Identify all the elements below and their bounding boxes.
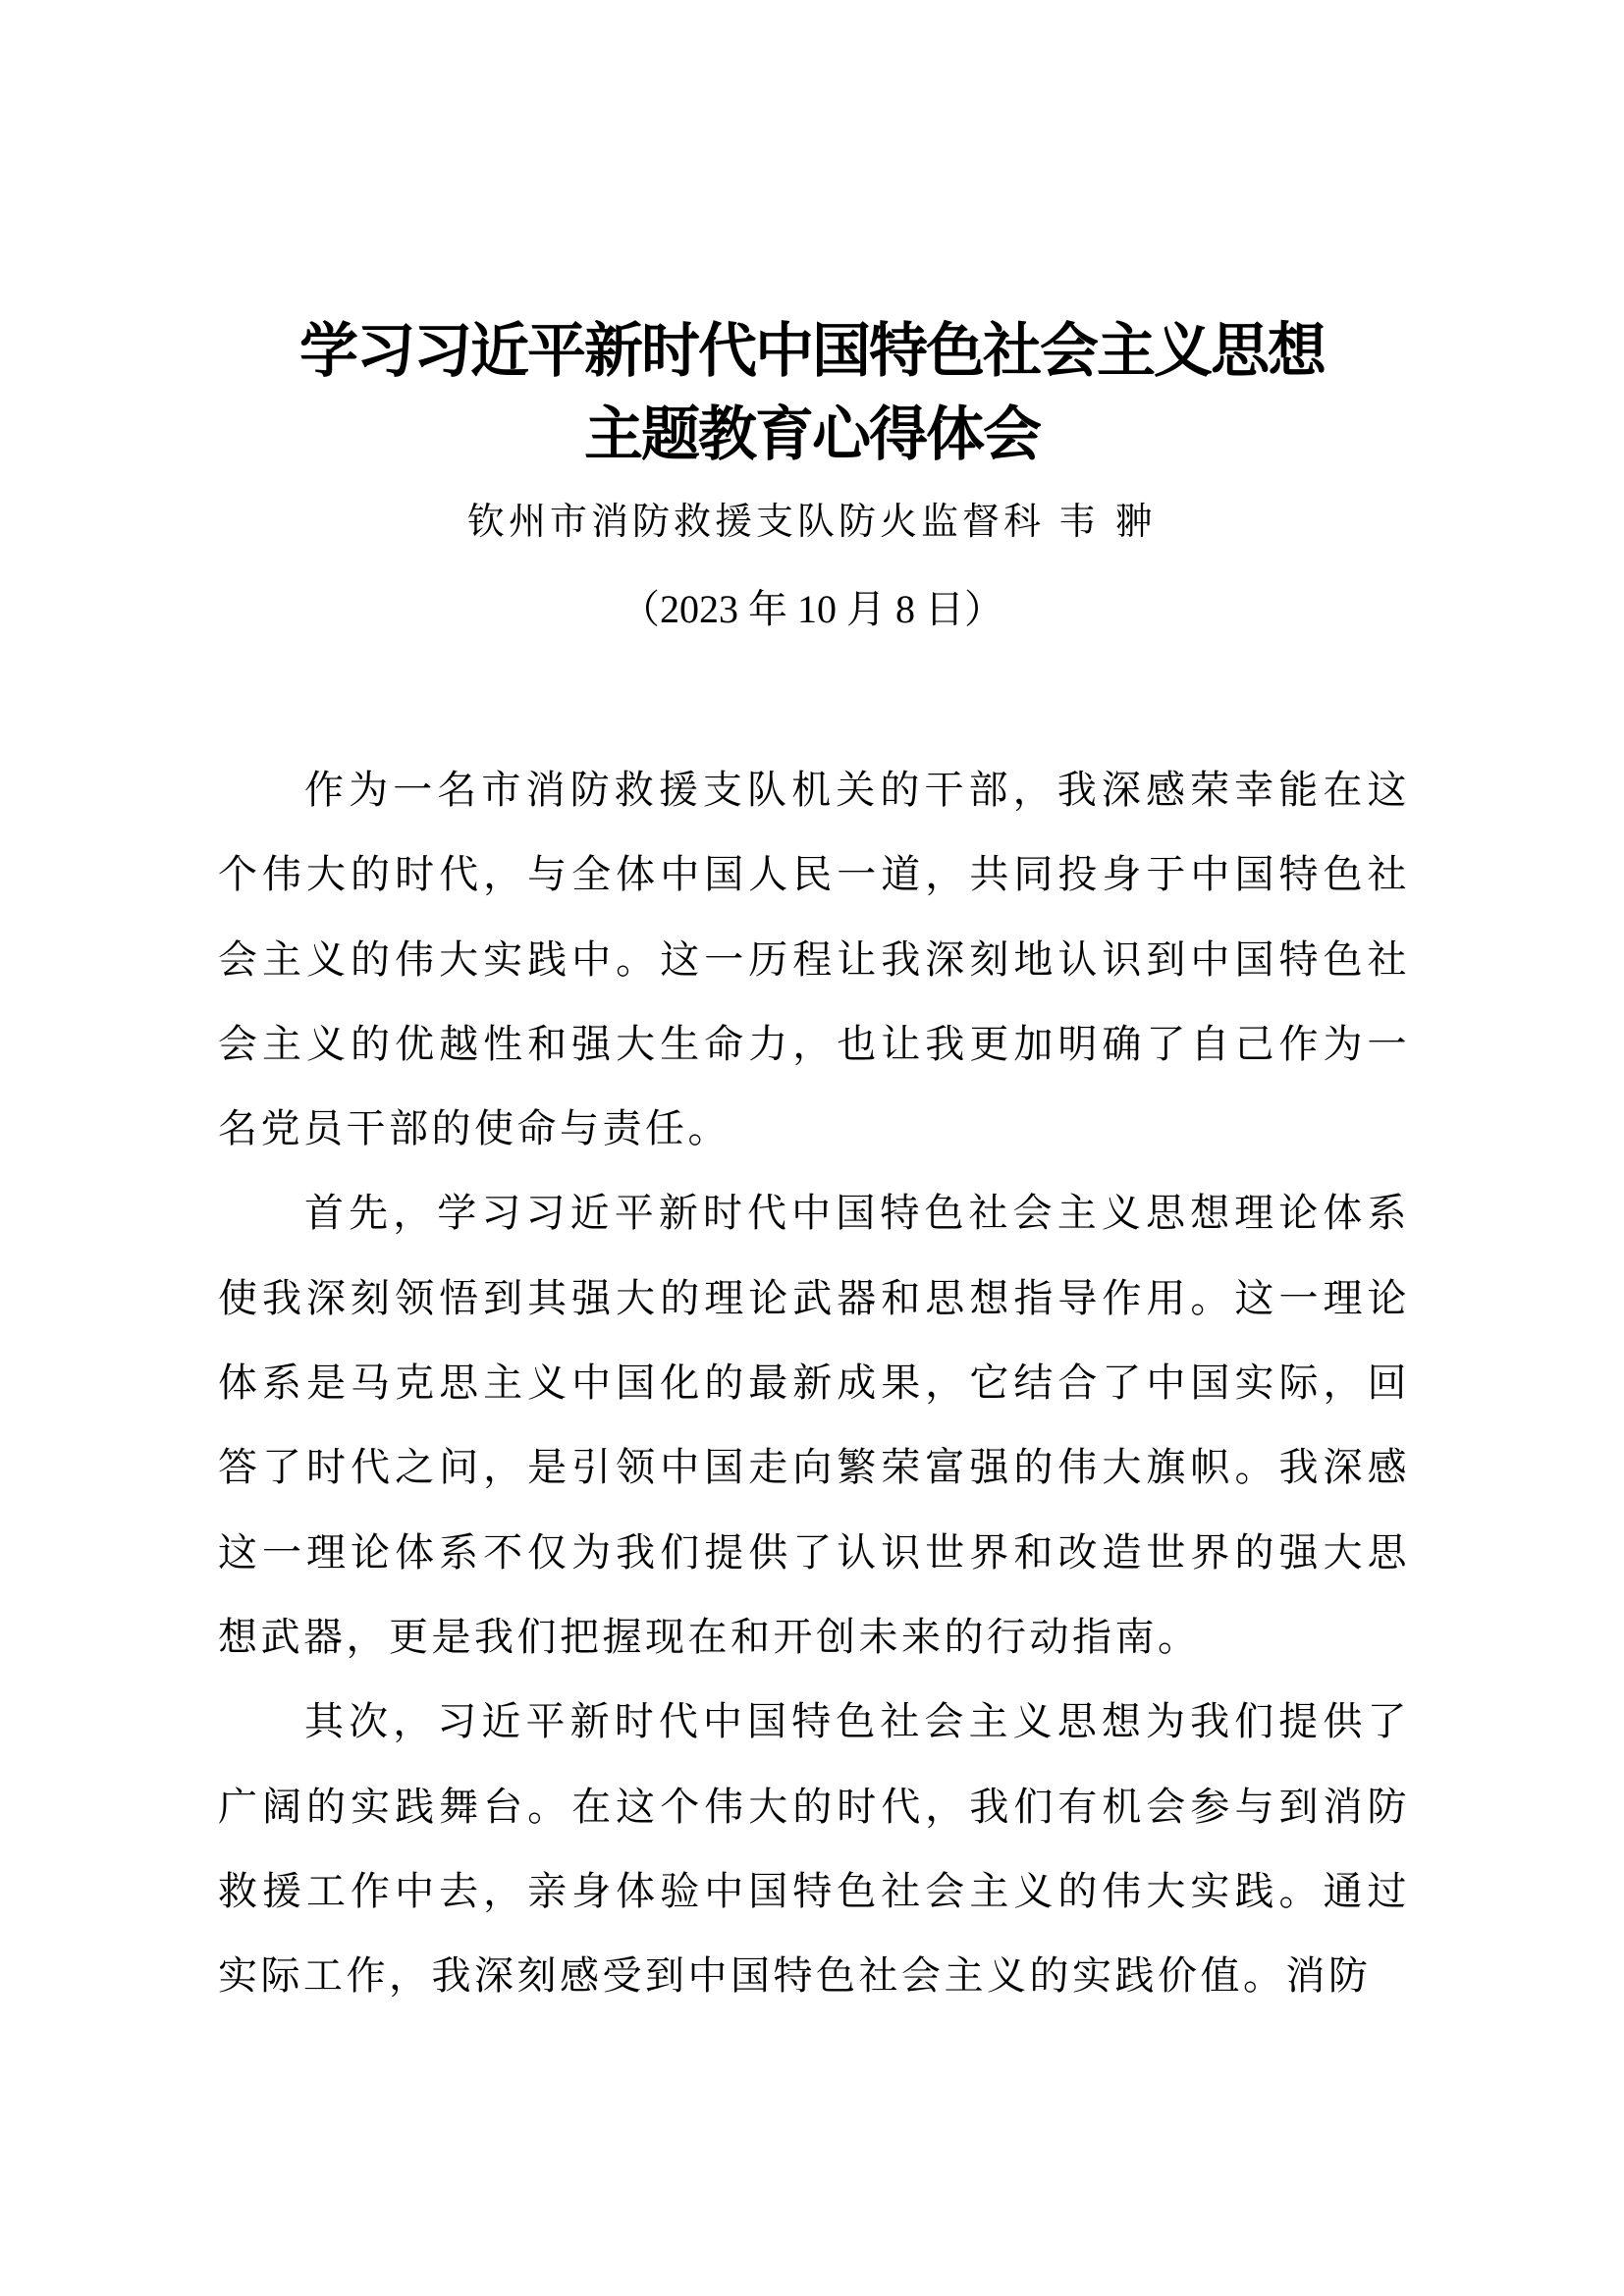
paragraph-3: 其次，习近平新时代中国特色社会主义思想为我们提供了广阔的实践舞台。在这个伟大的时代，我们有机会参与到消防救援工作中去，亲身体验中国特色社会主义的伟大实践。通过实际工作，我深刻感受到中国特色社会主义的实践价值。消防	[218, 1699, 1410, 2000]
author-name: 韦 翀	[1057, 500, 1158, 543]
document-title-line-2: 主题教育心得体会	[584, 400, 1040, 469]
document-title-line-1: 学习习近平新时代中国特色社会主义思想	[299, 317, 1325, 386]
paragraph-2: 首先，学习习近平新时代中国特色社会主义思想理论体系使我深刻领悟到其强大的理论武器和思想指导作用。这一理论体系是马克思主义中国化的最新成果，它结合了中国实际，回答了时代之问，是引领中国走向繁荣富强的伟大旗帜。我深感这一理论体系不仅为我们提供了认识世界和改造世界的强大思想武器，更是我们把握现在和开创未来的行动指南。	[218, 1191, 1410, 1660]
author-organization: 钦州市消防救援支队防火监督科	[466, 500, 1045, 543]
document-body	[218, 748, 1410, 2018]
paragraph-1: 作为一名市消防救援支队机关的干部，我深感荣幸能在这个伟大的时代，与全体中国人民一道，共同投身于中国特色社会主义的伟大实践中。这一历程让我深刻地认识到中国特色社会主义的优越性和强大生命力，也让我更加明确了自己作为一名党员干部的使命与责任。	[218, 768, 1410, 1152]
author-byline	[0, 497, 1624, 546]
document-date: （2023 年 10 月 8 日）	[621, 587, 1003, 631]
